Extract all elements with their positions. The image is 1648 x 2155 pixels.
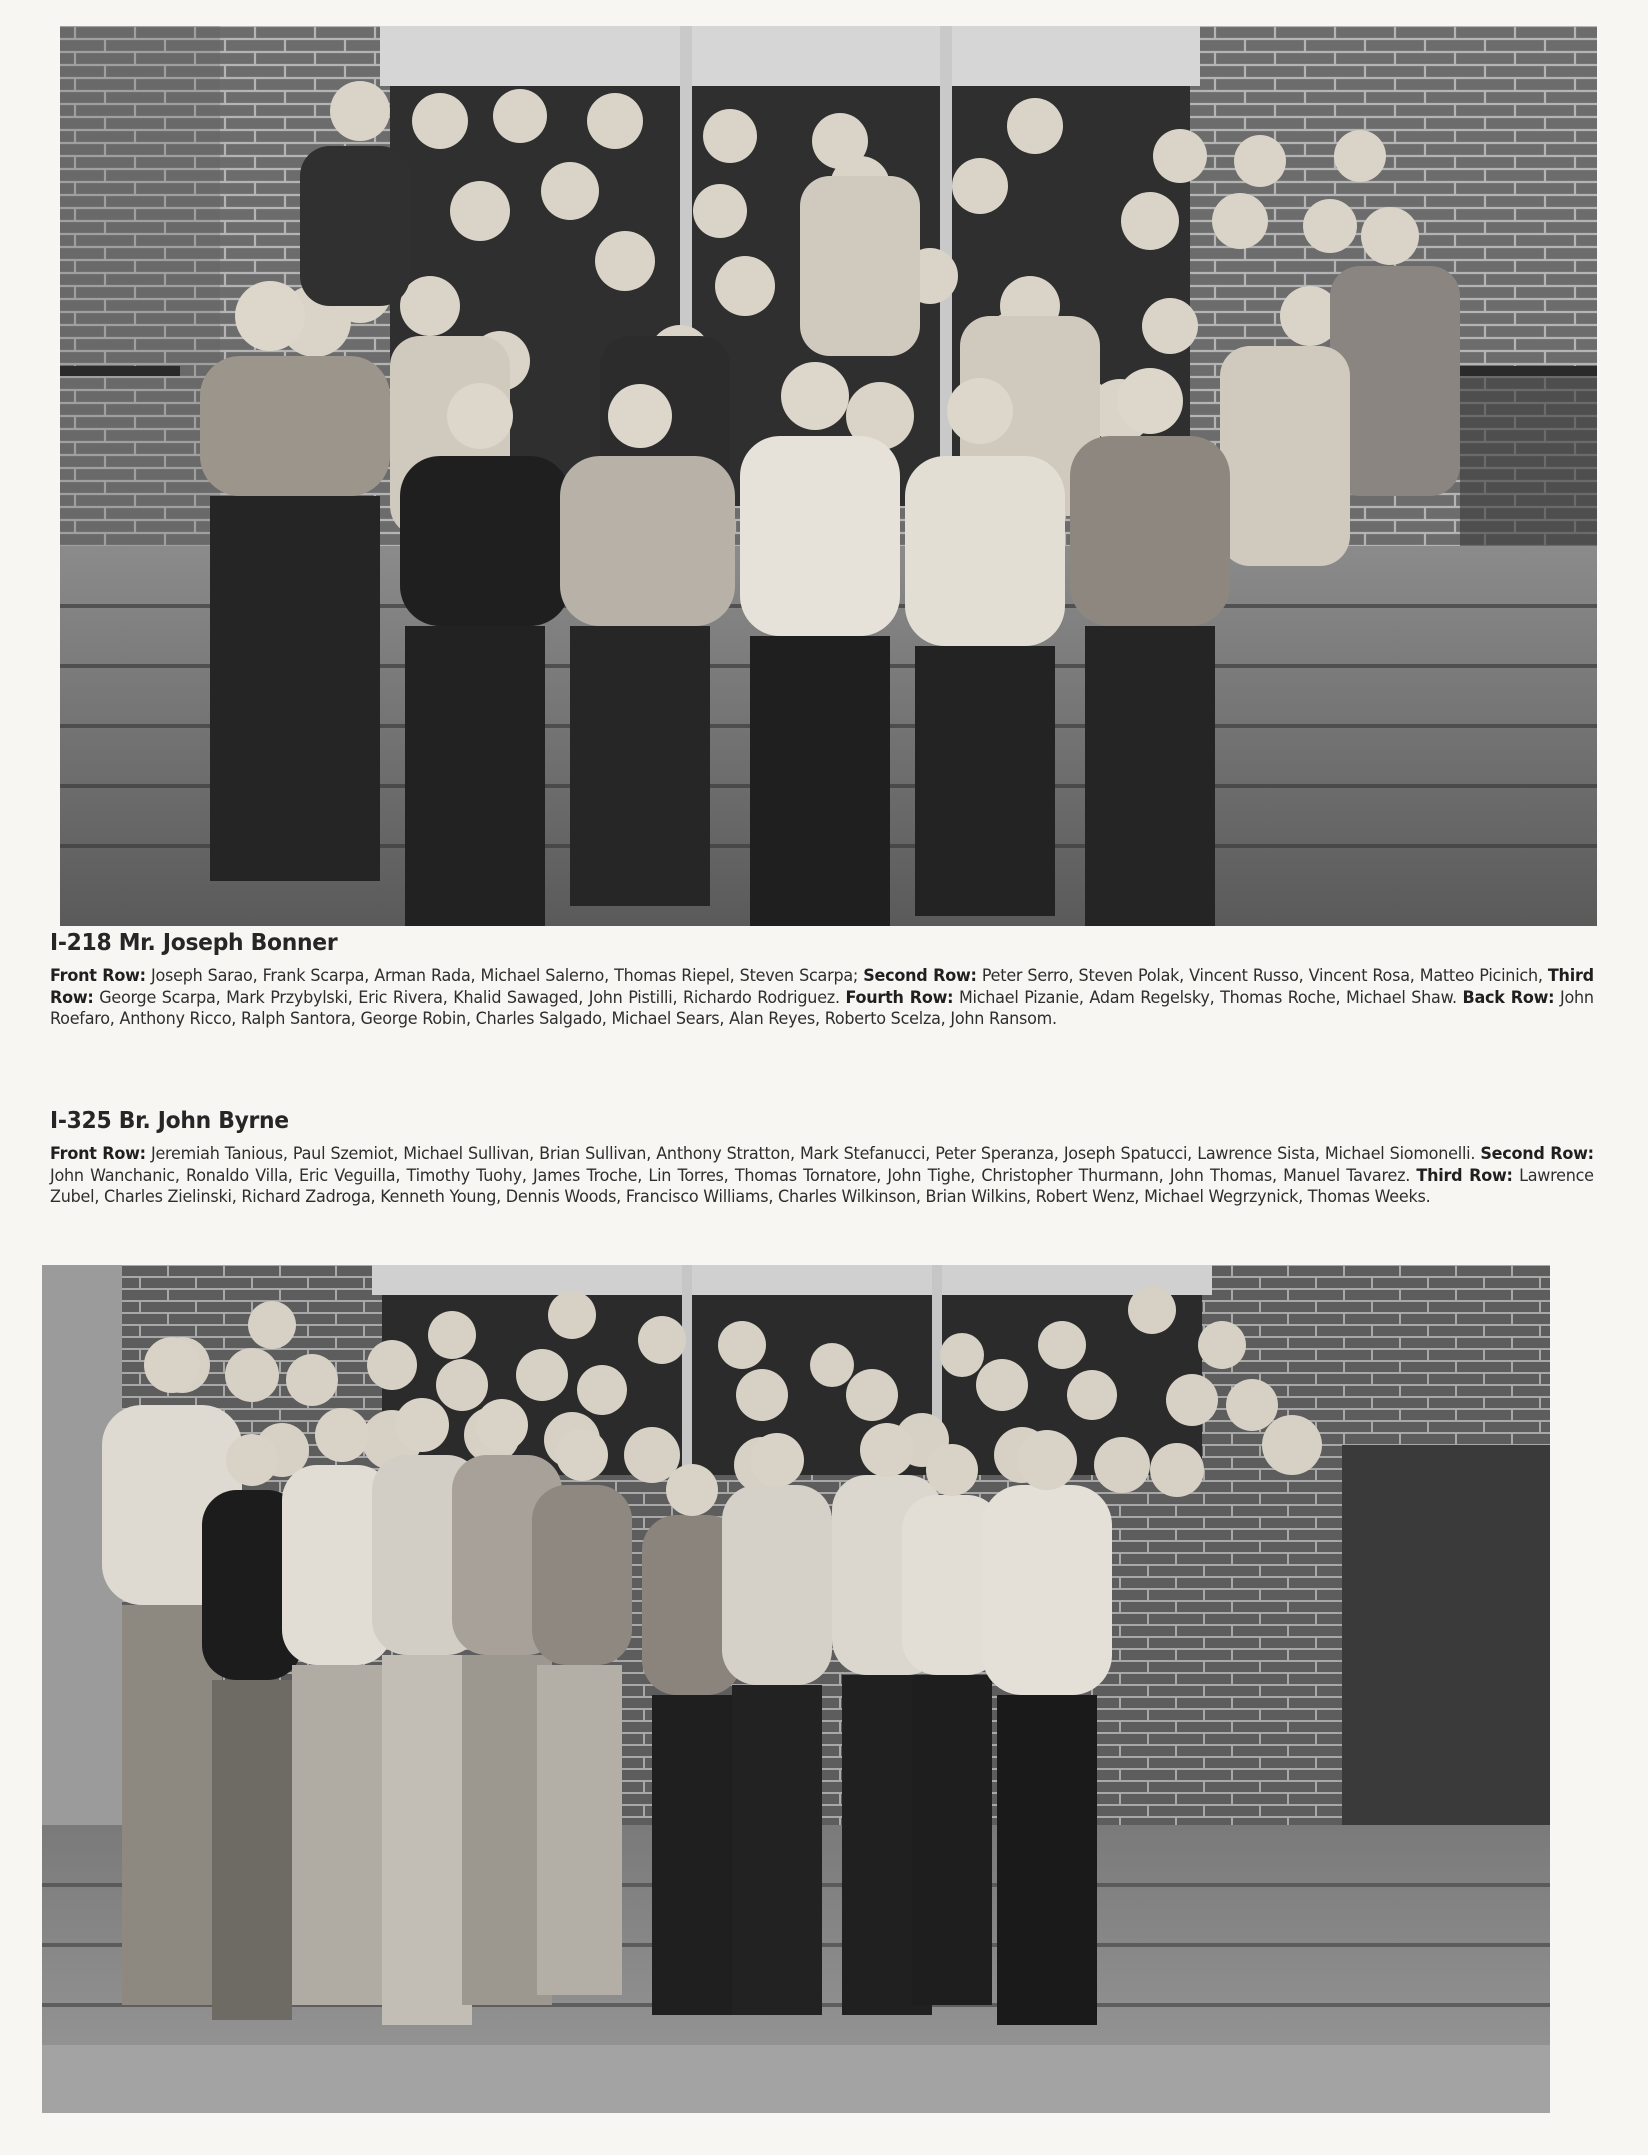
row-label: Second Row: [1480,1144,1594,1164]
row-names: Michael Pizanie, Adam Regelsky, Thomas Roche, Michael Shaw. [958,987,1457,1008]
name-list [50,1144,1594,1209]
row-names: Peter Serro, Steven Polak, Vincent Russo, Vincent Rosa, Matteo Picinich, [981,966,1543,986]
row-label: Front Row: [50,1144,146,1164]
group-photo-image [60,26,1597,926]
row-names: George Scarpa, Mark Przybylski, Eric Rivera, Khalid Sawaged, John Pistilli, Richardo Rodriguez. [99,987,840,1008]
row-label: Fourth Row: [845,987,954,1008]
class-photo-i325 [42,1265,1550,2113]
caption-i325 [50,1108,1594,1209]
row-names: Lawrence Zubel, Charles Zielinski, Richard Zadroga, Kenneth Young, Dennis Woods, Francisco Williams, Charles Wilkinson, Brian Wilkins, Robert Wenz, Michael Wegrzynick, Thomas Weeks. [50,1165,1594,1207]
row-label: Back Row: [1462,987,1555,1008]
homeroom-heading: I-218 Mr. Joseph Bonner [50,930,338,956]
homeroom-heading: I-325 Br. John Byrne [50,1108,289,1134]
row-names: Joseph Sarao, Frank Scarpa, Arman Rada, Michael Salerno, Thomas Riepel, Steven Scarpa; [150,966,859,986]
row-names: John Roefaro, Anthony Ricco, Ralph Santora, George Robin, Charles Salgado, Michael Sears, Alan Reyes, Roberto Scelza, John Ransom. [50,987,1594,1029]
row-label: Third Row: [1416,1165,1513,1186]
row-label: Front Row: [50,966,146,986]
row-label: Third Row: [50,966,1594,1008]
row-names: John Wanchanic, Ronaldo Villa, Eric Veguilla, Timothy Tuohy, James Troche, Lin Torres, Thomas Tornatore, John Tighe, Christopher Thurmann, John Thomas, Manuel Tavarez. [50,1165,1411,1186]
name-list [50,966,1594,1031]
class-photo-i218 [60,26,1597,926]
caption-i218 [50,930,1594,1031]
row-label: Second Row: [863,966,977,986]
group-photo-image [42,1265,1550,2113]
row-names: Jeremiah Tanious, Paul Szemiot, Michael Sullivan, Brian Sullivan, Anthony Stratton, Mark Stefanucci, Peter Speranza, Joseph Spatucci, Lawrence Sista, Michael Siomonelli. [150,1144,1476,1164]
